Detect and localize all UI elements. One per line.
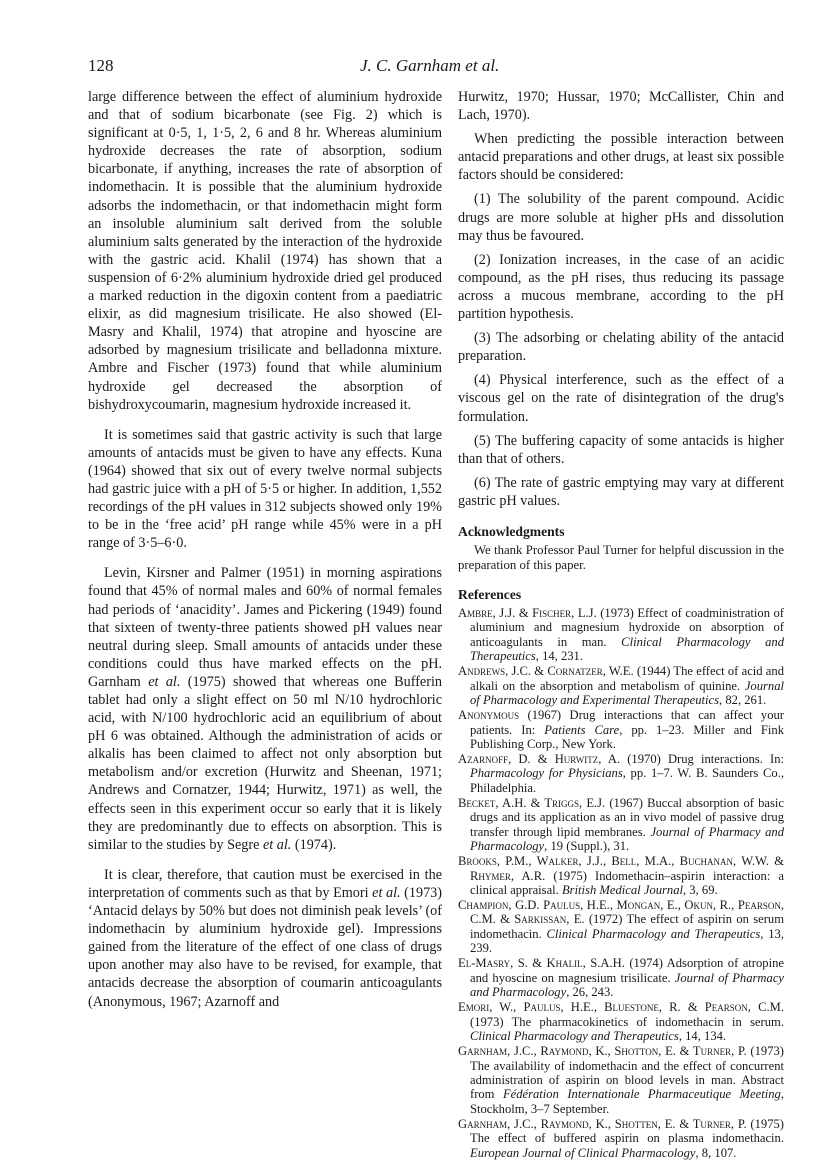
factor-item: (6) The rate of gastric emptying may vary at different gastric pH values. [458, 474, 784, 509]
reference-item: Ambre, J.J. & Fischer, L.J. (1973) Effect of coadministration of aluminium and magnesium hydroxide on absorption of anticoagulants in man. Clinical Pharmacology and Therapeutics, 14, 231. [458, 605, 784, 664]
running-head: J. C. Garnham et al. [360, 56, 500, 75]
body-paragraph: Hurwitz, 1970; Hussar, 1970; McCallister, Chin and Lach, 1970). [458, 89, 784, 124]
acknowledgments-text: We thank Professor Paul Turner for helpful discussion in the preparation of this paper. [458, 542, 784, 572]
reference-item: Garnham, J.C., Raymond, K., Shotten, E. & Turner, P. (1975) The effect of buffered aspirin on plasma indomethacin. European Journal of Clinical Pharmacology, 8, 107. [458, 1116, 784, 1160]
reference-item: Emori, W., Paulus, H.E., Bluestone, R. & Pearson, C.M. (1973) The pharmacokinetics of indomethacin in serum. Clinical Pharmacology and Therapeutics, 14, 134. [458, 1000, 784, 1044]
body-paragraph: When predicting the possible interaction between antacid preparations and other drugs, at least six possible factors should be considered: [458, 131, 784, 184]
references-heading: References [458, 586, 522, 602]
factor-item: (3) The adsorbing or chelating ability of the antacid preparation. [458, 330, 784, 365]
body-paragraph: Levin, Kirsner and Palmer (1951) in morning aspirations found that 45% of normal males and 60% of normal females had periods of ‘anacidity’. James and Pickering (1949) found that sixteen of twenty-three patients showed pH values near neutral during sleep. Small amounts of antacids under these conditions could thus have marked effects on the pH. Garnham et al. (1975) showed that whereas one Bufferin tablet had only a slight effect on 50 ml N/10 hydrochloric acid, with N/100 hydrochloric acid an equilibrium of about pH 6 was obtained. Although the administration of acids or alkalis has been claimed to affect not only absorption but metabolism and/or excretion (Hurwitz and Sheenan, 1971; Andrews and Cornatzer, 1944; Hurwitz, 1971) as well, the effects seen in this experiment occur so early that it is likely they are predominantly due to effects on absorption. This is similar to the studies by Segre et al. (1974). [88, 565, 442, 853]
factor-item: (2) Ionization increases, in the case of an acidic compound, as the pH rises, thus reducing its passage across a mucous membrane, according to the pH partition hypothesis. [458, 251, 784, 323]
page-number: 128 [88, 56, 114, 75]
reference-list [458, 606, 784, 1160]
reference-item: Andrews, J.C. & Cornatzer, W.E. (1944) The effect of acid and alkali on the absorption and metabolism of quinine. Journal of Pharmacology and Experimental Therapeutics, 82, 261. [458, 664, 784, 708]
factor-item: (1) The solubility of the parent compound. Acidic drugs are more soluble at higher pHs and dissolution may thus be favoured. [458, 191, 784, 244]
reference-item: Champion, G.D. Paulus, H.E., Mongan, E., Okun, R., Pearson, C.M. & Sarkissan, E. (1972) The effect of aspirin on serum indomethacin. Clinical Pharmacology and Therapeutics, 13, 239. [458, 898, 784, 956]
factor-item: (4) Physical interference, such as the effect of a viscous gel on the rate of disintegration of the drug's formulation. [458, 372, 784, 425]
body-paragraph: large difference between the effect of aluminium hydroxide and that of sodium bicarbonate (see Fig. 2) which is significant at 0·5, 1, 1·5, 2, 6 and 8 hr. Whereas aluminium hydroxide decreases the rate of absorption, sodium bicarbonate, if anything, increases the rate of absorption of indomethacin. It is possible that the aluminium hydroxide adsorbs the indomethacin, or that indomethacin might form an insoluble aluminium salt derived from the soluble aluminium salts generated by the interaction of the hydroxide with the gastric acid. Khalil (1974) has shown that a suspension of 6·2% aluminium hydroxide dried gel produced a marked reduction in the digoxin content from a paediatric elixir, as did magnesium trisilicate. He also showed (El-Masry and Khalil, 1974) that atropine and hyoscine are adsorbed by magnesium trisilicate and belladonna mixture. Ambre and Fischer (1973) found that while aluminium hydroxide gel decreased the absorption of bishydroxycoumarin, magnesium hydroxide increased it. [88, 89, 442, 413]
left-column [88, 88, 442, 1011]
reference-item: Becket, A.H. & Triggs, E.J. (1967) Buccal absorption of basic drugs and its application as an in vivo model of passive drug transfer through lipid membranes. Journal of Pharmacy and Pharmacology, 19 (Suppl.), 31. [458, 795, 784, 854]
acknowledgments-heading: Acknowledgments [458, 523, 565, 539]
reference-item: El-Masry, S. & Khalil, S.A.H. (1974) Adsorption of atropine and hyoscine on magnesium trisilicate. Journal of Pharmacy and Pharmacology, 26, 243. [458, 956, 784, 1000]
right-column [458, 88, 784, 1160]
reference-item: Garnham, J.C., Raymond, K., Shotton, E. & Turner, P. (1973) The availability of indomethacin and the effect of concurrent administration of aspirin on blood levels in man. Abstract from Fédération Internationale Pharmaceutique Meeting, Stockholm, 3–7 September. [458, 1044, 784, 1116]
factor-item: (5) The buffering capacity of some antacids is higher than that of others. [458, 432, 784, 467]
reference-item: Brooks, P.M., Walker, J.J., Bell, M.A., Buchanan, W.W. & Rhymer, A.R. (1975) Indomethacin–aspirin interaction: a clinical appraisal. British Medical Journal, 3, 69. [458, 854, 785, 898]
reference-item: Anonymous (1967) Drug interactions that can affect your patients. In: Patients Care, pp. 1–23. Miller and Fink Publishing Corp., New York. [458, 708, 784, 752]
body-paragraph: It is clear, therefore, that caution must be exercised in the interpretation of comments such as that by Emori et al. (1973) ‘Antacid delays by 50% but does not diminish peak levels’ (of indomethacin by aluminium hydroxide gel). Impressions gained from the literature of the effect of one class of drugs upon another may also have to be revised, for example, that antacids decrease the absorption of coumarin anticoagulants (Anonymous, 1967; Azarnoff and [88, 866, 443, 1010]
page-header [88, 56, 730, 80]
body-paragraph: It is sometimes said that gastric activity is such that large amounts of antacids must be given to have any effects. Kuna (1964) showed that six out of every twelve normal subjects had gastric juice with a pH of 5·5 or higher. In addition, 1,552 recordings of the pH values in 312 subjects showed only 19% to be in the ‘free acid’ pH range while 45% were in a pH range of 3·5–6·0. [88, 426, 442, 552]
reference-item: Azarnoff, D. & Hurwitz, A. (1970) Drug interactions. In: Pharmacology for Physicians, pp. 1–7. W. B. Saunders Co., Philadelphia. [458, 752, 784, 795]
